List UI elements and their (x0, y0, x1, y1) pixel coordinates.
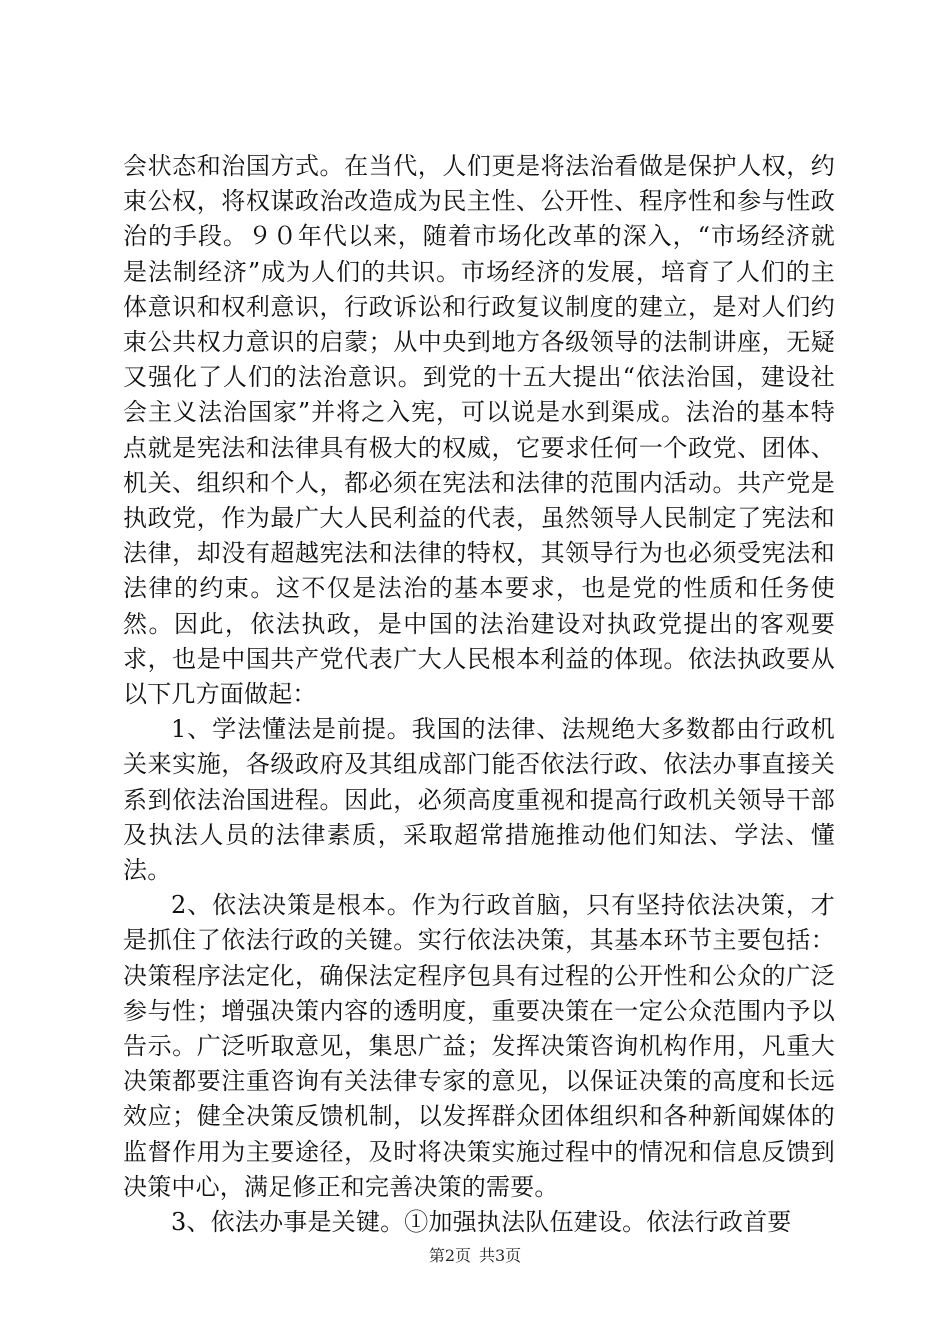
page-number: 第2页 (428, 1246, 471, 1265)
paragraph-point-1: 1、学法懂法是前提。我国的法律、法规绝大多数都由行政机关来实施，各级政府及其组成部门能否依法行政、依法办事直接关系到依法治国进程。因此，必须高度重视和提高行政机关领导干部及执法人员的法律素质，采取超常措施推动他们知法、学法、懂法。 (123, 715, 835, 885)
page-total: 共3页 (479, 1246, 522, 1265)
document-body (123, 149, 835, 1240)
paragraph-point-3: 3、依法办事是关键。①加强执法队伍建设。依法行政首要 (171, 1208, 792, 1237)
page-footer (0, 1246, 950, 1266)
paragraph-intro: 会状态和治国方式。在当代，人们更是将法治看做是保护人权，约束公权，将权谋政治改造成为民主性、公开性、程序性和参与性政治的手段。９０年代以来，随着市场化改革的深入，“市场经济就是法制经济”成为人们的共识。市场经济的发展，培育了人们的主体意识和权利意识，行政诉讼和行政复议制度的建立，是对人们约束公共权力意识的启蒙；从中央到地方各级领导的法制讲座，无疑又强化了人们的法治意识。到党的十五大提出“依法治国，建设社会主义法治国家”并将之入宪，可以说是水到渠成。法治的基本特点就是宪法和法律具有极大的权威，它要求任何一个政党、团体、机关、组织和个人，都必须在宪法和法律的范围内活动。共产党是执政党，作为最广大人民利益的代表，虽然领导人民制定了宪法和法律，却没有超越宪法和法律的特权，其领导行为也必须受宪法和法律的约束。这不仅是法治的基本要求，也是党的性质和任务使然。因此，依法执政，是中国的法治建设对执政党提出的客观要求，也是中国共产党代表广大人民根本利益的体现。依法执政要从以下几方面做起： (123, 152, 835, 709)
paragraph-point-2: 2、依法决策是根本。作为行政首脑，只有坚持依法决策，才是抓住了依法行政的关键。实行依法决策，其基本环节主要包括：决策程序法定化，确保法定程序包具有过程的公开性和公众的广泛参与性；增强决策内容的透明度，重要决策在一定公众范围内予以告示。广泛听取意见，集思广益；发挥决策咨询机构作用，凡重大决策都要注重咨询有关法律专家的意见，以保证决策的高度和长远效应；健全决策反馈机制，以发挥群众团体组织和各种新闻媒体的监督作用为主要途径，及时将决策实施过程中的情况和信息反馈到决策中心，满足修正和完善决策的需要。 (123, 891, 835, 1201)
